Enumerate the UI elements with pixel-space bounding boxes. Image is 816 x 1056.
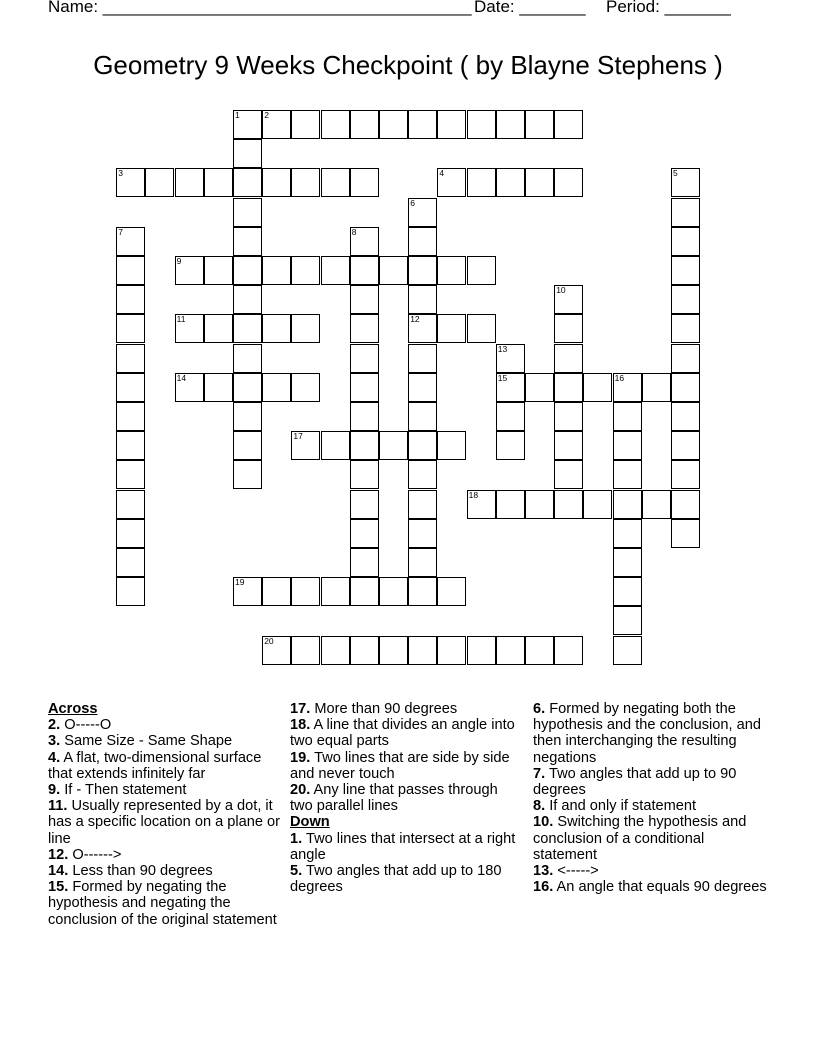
grid-cell[interactable] — [145, 168, 174, 197]
grid-cell[interactable] — [350, 431, 379, 460]
grid-cell[interactable] — [116, 256, 145, 285]
grid-cell[interactable] — [233, 227, 262, 256]
grid-cell[interactable] — [554, 373, 583, 402]
grid-cell[interactable] — [233, 460, 262, 489]
grid-cell[interactable] — [437, 431, 466, 460]
grid-cell[interactable] — [554, 402, 583, 431]
grid-cell[interactable] — [379, 256, 408, 285]
clue-down-7: 7. Two angles that add up to 90 degrees — [533, 765, 737, 799]
grid-cell[interactable] — [467, 636, 496, 665]
grid-cell[interactable] — [671, 490, 700, 519]
grid-cell[interactable] — [467, 110, 496, 139]
grid-cell[interactable] — [116, 519, 145, 548]
clue-number: 1 — [235, 110, 240, 120]
clue-across-11: 11. Usually represented by a dot, it has a specific location on a plane or line — [48, 798, 281, 847]
grid-cell[interactable] — [291, 110, 320, 139]
clues-column-3 — [533, 701, 769, 895]
grid-cell[interactable] — [525, 636, 554, 665]
clue-down-6: 6. Formed by negating both the hypothesis and the conclusion, and then interchanging the resulting negations — [533, 701, 761, 766]
grid-cell[interactable] — [467, 168, 496, 197]
clue-across-3: 3. Same Size - Same Shape — [48, 733, 233, 750]
grid-cell[interactable] — [291, 431, 320, 460]
clue-down-13: 13. <-----> — [533, 863, 599, 880]
grid-cell[interactable] — [583, 373, 612, 402]
grid-cell[interactable] — [437, 168, 466, 197]
grid-cell[interactable] — [204, 373, 233, 402]
grid-cell[interactable] — [408, 198, 437, 227]
clue-across-4: 4. A flat, two-dimensional surface that extends infinitely far — [48, 749, 262, 782]
period-field[interactable]: Period: _______ — [606, 0, 731, 16]
clue-number: 2 — [264, 110, 269, 120]
grid-cell[interactable] — [642, 490, 671, 519]
grid-cell[interactable] — [642, 373, 671, 402]
clue-across-19: 19. Two lines that are side by side and never touch — [290, 749, 510, 782]
grid-cell[interactable] — [262, 256, 291, 285]
grid-cell[interactable] — [175, 168, 204, 197]
grid-cell[interactable] — [554, 314, 583, 343]
clue-number: 11 — [176, 314, 186, 325]
grid-cell[interactable] — [291, 636, 320, 665]
grid-cell[interactable] — [554, 110, 583, 139]
grid-cell[interactable] — [321, 110, 350, 139]
grid-cell[interactable] — [321, 577, 350, 606]
grid-cell[interactable] — [350, 110, 379, 139]
grid-cell[interactable] — [350, 285, 379, 314]
clue-number: 16 — [614, 372, 625, 383]
clue-number: 5 — [673, 168, 678, 179]
grid-cell[interactable] — [350, 373, 379, 402]
grid-cell[interactable] — [408, 636, 437, 665]
grid-cell[interactable] — [408, 373, 437, 402]
grid-cell[interactable] — [175, 256, 204, 285]
clue-number: 10 — [556, 285, 566, 296]
grid-cell[interactable] — [350, 256, 379, 285]
grid-cell[interactable] — [204, 314, 233, 343]
grid-cell[interactable] — [408, 256, 437, 285]
clue-number: 9 — [176, 256, 182, 266]
grid-cell[interactable] — [291, 256, 320, 285]
across-heading: Across — [48, 701, 98, 717]
grid-cell[interactable] — [408, 344, 437, 373]
grid-cell[interactable] — [116, 285, 145, 314]
grid-cell[interactable] — [408, 490, 437, 519]
clue-number: 12 — [410, 314, 420, 325]
grid-cell[interactable] — [116, 577, 145, 606]
clue-down-10: 10. Switching the hypothesis and conclusion of a conditional statement — [533, 814, 747, 863]
grid-cell[interactable] — [408, 227, 437, 256]
grid-cell[interactable] — [321, 636, 350, 665]
grid-cell[interactable] — [350, 460, 379, 489]
clue-number: 8 — [351, 226, 357, 237]
grid-cell[interactable] — [671, 373, 700, 402]
grid-cell[interactable] — [554, 168, 583, 197]
grid-cell[interactable] — [613, 490, 642, 519]
grid-cell[interactable] — [116, 402, 145, 431]
down-heading: Down — [290, 814, 330, 831]
clue-across-18: 18. A line that divides an angle into two equal parts — [290, 717, 515, 750]
grid-cell[interactable] — [233, 168, 262, 197]
grid-cell[interactable] — [116, 227, 145, 256]
grid-cell[interactable] — [613, 460, 642, 489]
grid-cell[interactable] — [116, 548, 145, 577]
grid-cell[interactable] — [350, 577, 379, 606]
grid-cell[interactable] — [233, 431, 262, 460]
clue-number: 7 — [118, 226, 123, 237]
grid-cell[interactable] — [233, 373, 262, 402]
grid-cell[interactable] — [554, 344, 583, 373]
grid-cell[interactable] — [291, 314, 320, 343]
grid-cell[interactable] — [467, 314, 496, 343]
grid-cell[interactable] — [116, 168, 145, 197]
grid-cell[interactable] — [496, 402, 525, 431]
grid-cell[interactable] — [408, 110, 437, 139]
grid-cell[interactable] — [262, 314, 291, 343]
grid-cell[interactable] — [175, 314, 204, 343]
grid-cell[interactable] — [116, 314, 145, 343]
clue-across-9: 9. If - Then statement — [48, 782, 187, 799]
grid-cell[interactable] — [671, 168, 700, 197]
clue-number: 6 — [410, 197, 415, 208]
grid-cell[interactable] — [350, 314, 379, 343]
grid-cell[interactable] — [321, 256, 350, 285]
grid-cell[interactable] — [671, 460, 700, 489]
grid-cell[interactable] — [262, 636, 291, 665]
grid-cell[interactable] — [525, 110, 554, 139]
grid-cell[interactable] — [350, 636, 379, 665]
grid-cell[interactable] — [613, 606, 642, 635]
clue-across-12: 12. O------> — [48, 846, 122, 863]
grid-cell[interactable] — [613, 402, 642, 431]
clue-across-17: 17. More than 90 degrees — [290, 701, 458, 717]
grid-cell[interactable] — [554, 431, 583, 460]
grid-cell[interactable] — [350, 344, 379, 373]
grid-cell[interactable] — [321, 431, 350, 460]
clue-number: 4 — [439, 168, 445, 179]
grid-cell[interactable] — [233, 344, 262, 373]
grid-cell[interactable] — [291, 577, 320, 606]
grid-cell[interactable] — [613, 577, 642, 606]
clue-down-1: 1. Two lines that intersect at a right angle — [290, 830, 516, 863]
grid-cell[interactable] — [379, 577, 408, 606]
grid-cell[interactable] — [116, 373, 145, 402]
grid-cell[interactable] — [671, 431, 700, 460]
clue-number: 15 — [497, 372, 508, 383]
grid-cell[interactable] — [116, 344, 145, 373]
grid-cell[interactable] — [671, 402, 700, 431]
grid-cell[interactable] — [350, 490, 379, 519]
grid-cell[interactable] — [671, 198, 700, 227]
grid-cell[interactable] — [233, 577, 262, 606]
grid-cell[interactable] — [496, 636, 525, 665]
grid-cell[interactable] — [291, 373, 320, 402]
grid-cell[interactable] — [437, 636, 466, 665]
grid-cell[interactable] — [671, 227, 700, 256]
grid-cell[interactable] — [525, 490, 554, 519]
grid-cell[interactable] — [496, 490, 525, 519]
grid-cell[interactable] — [233, 198, 262, 227]
grid-cell[interactable] — [408, 402, 437, 431]
grid-cell[interactable] — [408, 548, 437, 577]
grid-cell[interactable] — [671, 314, 700, 343]
grid-cell[interactable] — [613, 431, 642, 460]
grid-cell[interactable] — [233, 256, 262, 285]
grid-cell[interactable] — [554, 285, 583, 314]
clue-number: 14 — [176, 372, 187, 383]
grid-cell[interactable] — [116, 490, 145, 519]
grid-cell[interactable] — [379, 636, 408, 665]
grid-cell[interactable] — [408, 577, 437, 606]
grid-cell[interactable] — [233, 402, 262, 431]
grid-cell[interactable] — [291, 168, 320, 197]
grid-cell[interactable] — [408, 460, 437, 489]
clue-number: 13 — [497, 343, 508, 354]
clue-number: 19 — [235, 577, 245, 588]
grid-cell[interactable] — [496, 344, 525, 373]
name-field[interactable]: Name: _______________________________________ — [48, 0, 472, 16]
grid-cell[interactable] — [525, 168, 554, 197]
clue-across-15: 15. Formed by negating the hypothesis and negating the conclusion of the original statement — [48, 879, 277, 928]
grid-cell[interactable] — [671, 344, 700, 373]
grid-cell[interactable] — [350, 519, 379, 548]
grid-cell[interactable] — [233, 139, 262, 168]
clue-down-8: 8. If and only if statement — [533, 798, 697, 815]
grid-cell[interactable] — [496, 373, 525, 402]
grid-cell[interactable] — [671, 519, 700, 548]
clue-number: 18 — [468, 489, 479, 500]
grid-cell[interactable] — [321, 168, 350, 197]
grid-cell[interactable] — [437, 256, 466, 285]
grid-cell[interactable] — [350, 402, 379, 431]
grid-cell[interactable] — [379, 431, 408, 460]
date-field[interactable]: Date: _______ — [474, 0, 586, 16]
grid-cell[interactable] — [613, 519, 642, 548]
clue-across-14: 14. Less than 90 degrees — [48, 863, 213, 880]
grid-cell[interactable] — [262, 168, 291, 197]
grid-cell[interactable] — [467, 490, 496, 519]
clues-column-1 — [48, 701, 284, 928]
grid-cell[interactable] — [583, 490, 612, 519]
clue-number: 3 — [118, 168, 123, 179]
grid-cell[interactable] — [233, 314, 262, 343]
grid-cell[interactable] — [204, 168, 233, 197]
grid-cell[interactable] — [496, 168, 525, 197]
grid-cell[interactable] — [671, 285, 700, 314]
clue-number: 20 — [264, 635, 274, 646]
grid-cell[interactable] — [262, 577, 291, 606]
clue-across-2: 2. O-----O — [48, 717, 112, 734]
grid-cell[interactable] — [262, 110, 291, 139]
grid-cell[interactable] — [437, 314, 466, 343]
grid-cell[interactable] — [204, 256, 233, 285]
grid-cell[interactable] — [671, 256, 700, 285]
grid-cell[interactable] — [554, 490, 583, 519]
grid-cell[interactable] — [613, 548, 642, 577]
grid-cell[interactable] — [175, 373, 204, 402]
grid-cell[interactable] — [467, 256, 496, 285]
grid-cell[interactable] — [408, 314, 437, 343]
grid-cell[interactable] — [554, 636, 583, 665]
grid-cell[interactable] — [408, 431, 437, 460]
grid-cell[interactable] — [613, 636, 642, 665]
grid-cell[interactable] — [233, 110, 262, 139]
page-title: Geometry 9 Weeks Checkpoint ( by Blayne Stephens ) — [93, 50, 723, 80]
grid-cell[interactable] — [350, 548, 379, 577]
grid-cell[interactable] — [350, 227, 379, 256]
grid-cell[interactable] — [437, 577, 466, 606]
grid-cell[interactable] — [233, 285, 262, 314]
grid-cell[interactable] — [262, 373, 291, 402]
grid-cell[interactable] — [379, 110, 408, 139]
grid-cell[interactable] — [496, 110, 525, 139]
clues-column-2 — [290, 701, 522, 895]
grid-cell[interactable] — [408, 285, 437, 314]
grid-cell[interactable] — [116, 460, 145, 489]
clue-down-16: 16. An angle that equals 90 degrees — [533, 879, 767, 896]
grid-cell[interactable] — [496, 431, 525, 460]
grid-cell[interactable] — [408, 519, 437, 548]
clue-down-5: 5. Two angles that add up to 180 degrees — [290, 863, 502, 896]
grid-cell[interactable] — [613, 373, 642, 402]
grid-cell[interactable] — [350, 168, 379, 197]
grid-cell[interactable] — [116, 431, 145, 460]
grid-cell[interactable] — [525, 373, 554, 402]
grid-cell[interactable] — [437, 110, 466, 139]
clue-number: 17 — [293, 431, 303, 442]
grid-cell[interactable] — [554, 460, 583, 489]
clue-across-20: 20. Any line that passes through two parallel lines — [290, 782, 498, 815]
